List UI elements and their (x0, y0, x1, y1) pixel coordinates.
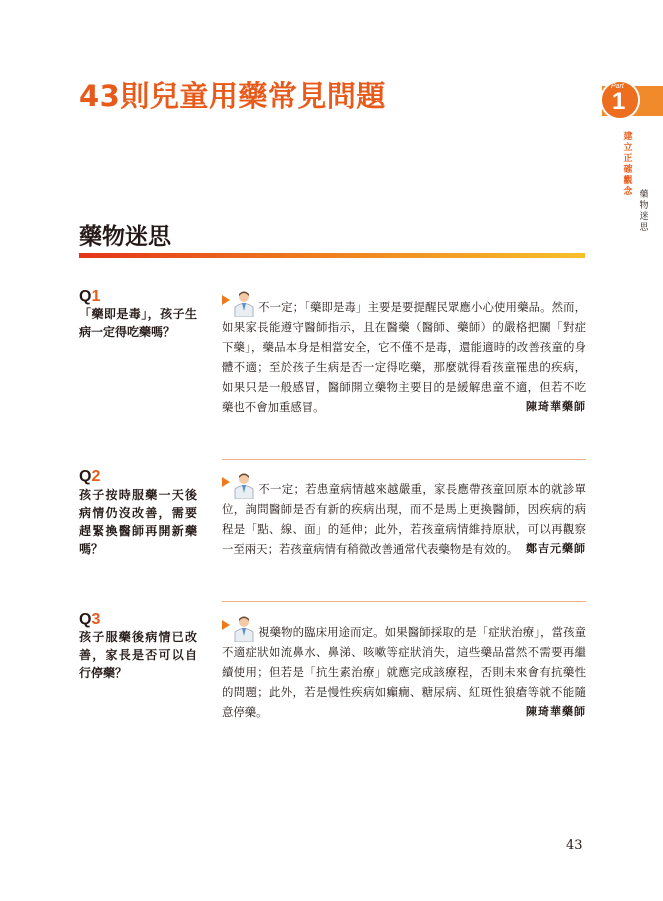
question-text: 孩子按時服藥一天後病情仍沒改善，需要趕緊換醫師再開新藥嗎？ (79, 488, 197, 556)
question-text: 「藥即是毒」，孩子生病一定得吃藥嗎？ (79, 307, 197, 339)
part-label: Part (611, 83, 624, 90)
page-title: 43則兒童用藥常見問題 (79, 79, 386, 113)
side-label-section: 藥物迷思 (639, 190, 649, 233)
answer-signature: 陳琦華藥師 (526, 705, 586, 718)
answer-text: 不一定；若患童病情越來越嚴重，家長應帶孩童回原本的就診單位，詢問醫師是否有新的疾病出現，而不是馬上更換醫師，因疾病的病程是「點、線、面」的延伸；此外，若孩童病情維持原狀，可以再觀察一至兩天；若孩童病情有稍微改善通常代表藥物是有效的。 鄭吉元藥師 (222, 479, 586, 559)
question-number: Q2 (79, 468, 101, 485)
answer-signature: 鄭吉元藥師 (526, 542, 586, 555)
qa-divider (222, 459, 586, 460)
answer-text: 視藥物的臨床用途而定。如果醫師採取的是「症狀治療」，當孩童不適症狀如流鼻水、鼻涕、咳嗽等症狀消失，這些藥品當然不需要再繼續使用；但若是「抗生素治療」就應完成該療程，否則未來會有抗藥性的問題；此外，若是慢性疾病如癲癇、糖尿病、紅斑性狼瘡等就不能隨意停藥。 陳琦華藥師 (222, 622, 586, 722)
qa-divider (222, 601, 586, 602)
question-text: 孩子服藥後病情已改善，家長是否可以自行停藥？ (79, 630, 197, 680)
section-title: 藥物迷思 (79, 224, 171, 250)
part-number: 1 (612, 88, 626, 115)
side-label-chapter: 建立正確觀念 (623, 132, 633, 197)
question-number: Q3 (79, 611, 101, 628)
answer-text: 不一定；「藥即是毒」主要是要提醒民眾應小心使用藥品。然而，如果家長能遵守醫師指示，且在醫藥（醫師、藥師）的嚴格把關「對症下藥」，藥品本身是相當安全，它不僅不是毒，還能適時的改善孩童的身體不適；至於孩子生病是否一定得吃藥，那麼就得看孩童罹患的疾病，如果只是一般感冒，醫師開立藥物主要目的是緩解患童不適，但若不吃藥也不會加重感冒。 陳琦華藥師 (222, 297, 586, 417)
question-number: Q1 (79, 288, 101, 305)
answer-signature: 陳琦華藥師 (526, 400, 586, 413)
section-divider-bar (79, 253, 585, 258)
page-number: 43 (566, 838, 583, 853)
